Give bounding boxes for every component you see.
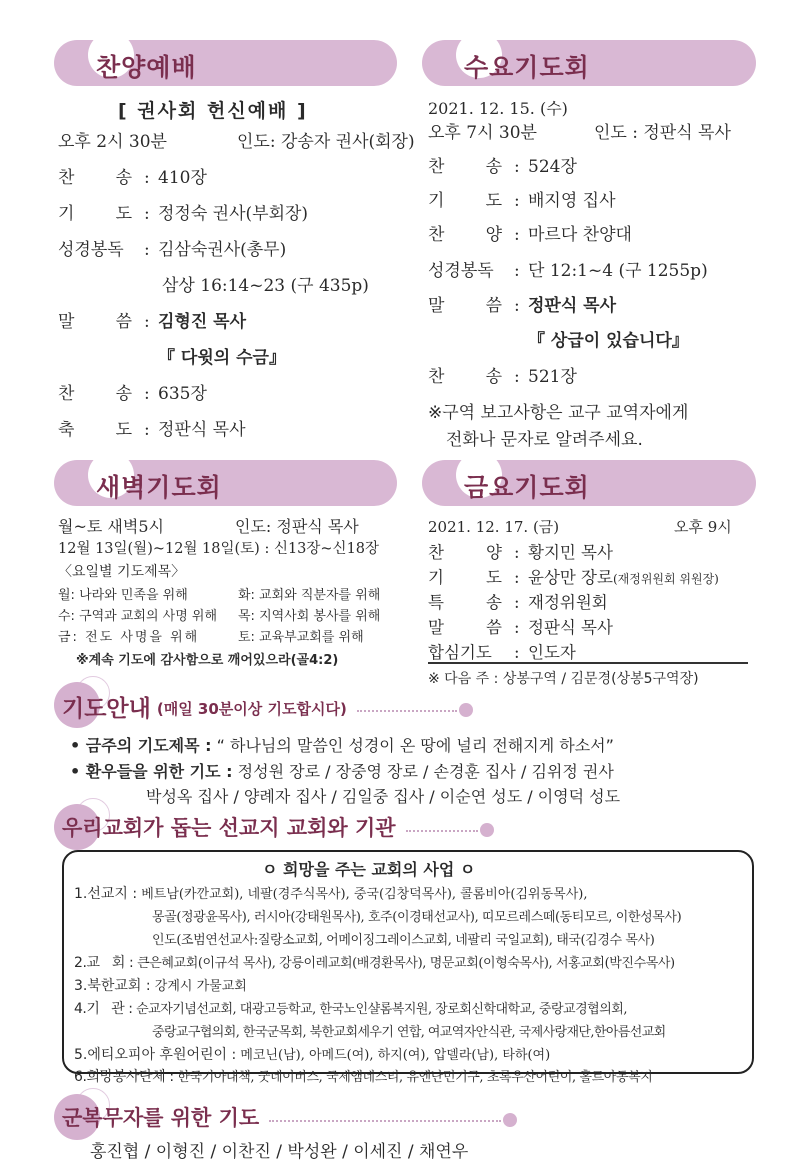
dawn-topic: 화: 교회와 직분자를 위해 [238, 588, 381, 603]
wednesday-leader: 인도 : 정판식 목사 [594, 123, 731, 143]
dawn-prayer-header [54, 460, 397, 506]
friday-prayer-header [422, 460, 756, 506]
wednesday-time: 오후 7시 30분 [428, 123, 537, 143]
order-row: 합심기도 : 인도자 [428, 643, 576, 662]
sunday-worship-leader: 인도: 강송자 권사(회장) [237, 132, 415, 152]
dawn-topic: 토: 교육부교회를 위해 [238, 630, 364, 645]
dotted-line [406, 830, 478, 832]
order-row: 축 도 : 정판식 목사 [58, 420, 246, 440]
missions-box-title: ㅇ 희망을 주는 교회의 사업 ㅇ [262, 860, 476, 879]
order-row: 말 씀 : 김형진 목사 [58, 312, 247, 332]
wednesday-note: 전화나 문자로 알려주세요. [446, 430, 643, 450]
closing-hymn-value: 635장 [158, 384, 207, 404]
order-row: 기 도 : 정정숙 권사(부회장) [58, 204, 309, 224]
friday-prayer-title: 금요기도회 [464, 473, 590, 502]
sunday-worship-subtitle: [ 권사회 헌신예배 ] [118, 100, 308, 122]
order-row [162, 271, 369, 296]
wednesday-date: 2021. 12. 15. (수) [428, 99, 568, 118]
order-row: 찬 양 : 황지민 목사 [428, 543, 613, 562]
dawn-topic: 목: 지역사회 봉사를 위해 [238, 609, 381, 624]
sermon-title: 『 상급이 있습니다』 [528, 331, 689, 351]
mission-row: 5.에티오피아 후원어린이 : 메코닌(남), 아메드(여), 하지(여), 압델라(남), 타하(여) [74, 1047, 551, 1063]
sunday-worship-title: 찬양예배 [96, 53, 197, 82]
order-row: 찬 송 : 635장 [58, 384, 207, 404]
prayer-guide-title: 기도안내 [62, 696, 151, 722]
order-row: 말 씀 : 정판식 목사 [428, 618, 613, 637]
mission-row: 6.희망봉사단체 : 한국기아대책, 굿네이버스, 국제앰네스티, 유엔난민기구, 초록우산어린이, 홀트아동복지 [74, 1069, 653, 1085]
dotted-line [357, 710, 457, 712]
prayer-value: 정정숙 권사(부회장) [158, 204, 309, 224]
wednesday-prayer-title: 수요기도회 [464, 53, 590, 82]
dawn-range: 12월 13일(월)~12월 18일(토) : 신13장~신18장 [58, 541, 380, 557]
mission-row-cont: 중랑교구협의회, 한국군목회, 북한교회세우기 연합, 여교역자안식관, 국제사랑재단,한아름선교회 [152, 1025, 666, 1040]
dawn-schedule: 월~토 새벽5시 [58, 517, 164, 536]
order-row: 기 도 : 배지영 집사 [428, 191, 616, 211]
mission-row: 3.북한교회 : 강계시 가물교회 [74, 978, 247, 994]
dotted-line [269, 1120, 501, 1122]
military-names: 홍진협 / 이형진 / 이찬진 / 박성완 / 이세진 / 채연우 [90, 1142, 469, 1162]
sermon-title: 『 다윗의 수금』 [158, 348, 286, 368]
patients-prayer: • 환우들을 위한 기도 : 정성원 장로 / 장중영 장로 / 손경훈 집사 / 김위정 권사 [70, 762, 614, 781]
mission-row: 4.기 관 : 순교자기념선교회, 대광고등학교, 한국노인샬롬복지원, 장로회신학대학교, 중랑교경협의회, [74, 1001, 627, 1017]
mission-row: 2.교 회 : 큰은혜교회(이규석 목사), 강릉이레교회(배경환목사), 명문교회(이형숙목사), 서홍교회(박진수목사) [74, 955, 675, 971]
dawn-topic: 금: 전도 사명을 위해 [58, 630, 200, 645]
order-row: 특 송 : 재정위원회 [428, 593, 608, 612]
missions-title: 우리교회가 돕는 선교지 교회와 기관 [62, 816, 396, 840]
sunday-worship-time: 오후 2시 30분 [58, 132, 167, 152]
benediction-value: 정판식 목사 [158, 420, 246, 440]
prayer-guide-header [62, 690, 582, 723]
dawn-verse: ※계속 기도에 감사함으로 깨어있으라(골4:2) [76, 653, 339, 668]
patients-prayer-cont: 박성옥 집사 / 양례자 집사 / 김일중 집사 / 이순연 성도 / 이영덕 성도 [146, 787, 621, 806]
weekly-prayer-topic: • 금주의 기도제목 : “ 하나님의 말씀인 성경이 온 땅에 널리 전해지게 하소서” [70, 736, 614, 755]
order-row: 찬 송 : 410장 [58, 168, 207, 188]
hymn-value: 410장 [158, 168, 207, 188]
order-row: 성경봉독 : 단 12:1~4 (구 1255p) [428, 261, 708, 281]
divider [428, 662, 748, 664]
end-dot-icon [459, 703, 473, 717]
mission-row-cont: 인도(조범연선교사:질랑소교회, 어메이징그레이스교회, 네팔리 국일교회), 태국(김경수 목사) [152, 933, 655, 948]
order-row: 찬 송 : 524장 [428, 157, 577, 177]
sunday-worship-header [54, 40, 397, 86]
wednesday-prayer-header [422, 40, 756, 86]
mission-row-cont: 몽골(정광윤목사), 러시아(강태원목사), 호주(이경태선교사), 띠모르레스떼(동티모르, 이한성목사) [152, 910, 682, 925]
dawn-topic: 수: 구역과 교회의 사명 위해 [58, 609, 218, 624]
scripture-ref: 삼상 16:14~23 (구 435p) [162, 276, 369, 296]
dawn-topics-title: 〈요일별 기도제목〉 [58, 564, 186, 580]
order-row: 성경봉독 : 김삼숙권사(총무) [58, 240, 287, 260]
dawn-leader: 인도: 정판식 목사 [235, 517, 359, 536]
friday-time: 오후 9시 [674, 518, 732, 536]
military-title: 군복무자를 위한 기도 [62, 1106, 260, 1130]
end-dot-icon [480, 823, 494, 837]
order-row: 찬 양 : 마르다 찬양대 [428, 225, 632, 245]
military-header [62, 1102, 582, 1132]
mission-row: 1.선교지 : 베트남(카깐교회), 네팔(경주식목사), 중국(김창덕목사), 콜롬비아(김위동목사), [74, 886, 588, 902]
sermon-speaker: 김형진 목사 [158, 312, 247, 332]
friday-date: 2021. 12. 17. (금) [428, 518, 560, 536]
missions-header [62, 812, 582, 842]
dawn-prayer-title: 새벽기도회 [96, 473, 222, 502]
order-row: 찬 송 : 521장 [428, 367, 577, 387]
prayer-guide-subtitle: (매일 30분이상 기도합시다) [156, 700, 347, 718]
wednesday-note: ※구역 보고사항은 교구 교역자에게 [428, 403, 689, 423]
scripture-reader-value: 김삼숙권사(총무) [158, 240, 287, 260]
sermon-speaker: 정판식 목사 [528, 296, 617, 316]
order-row: 말 씀 : 정판식 목사 [428, 296, 617, 316]
next-week-note: ※ 다음 주 : 상봉구역 / 김문경(상봉5구역장) [428, 671, 699, 687]
end-dot-icon [503, 1113, 517, 1127]
order-row: 기 도 : 윤상만 장로(재정위원회 위원장) [428, 568, 719, 587]
dawn-topic: 월: 나라와 민족을 위해 [58, 588, 188, 603]
